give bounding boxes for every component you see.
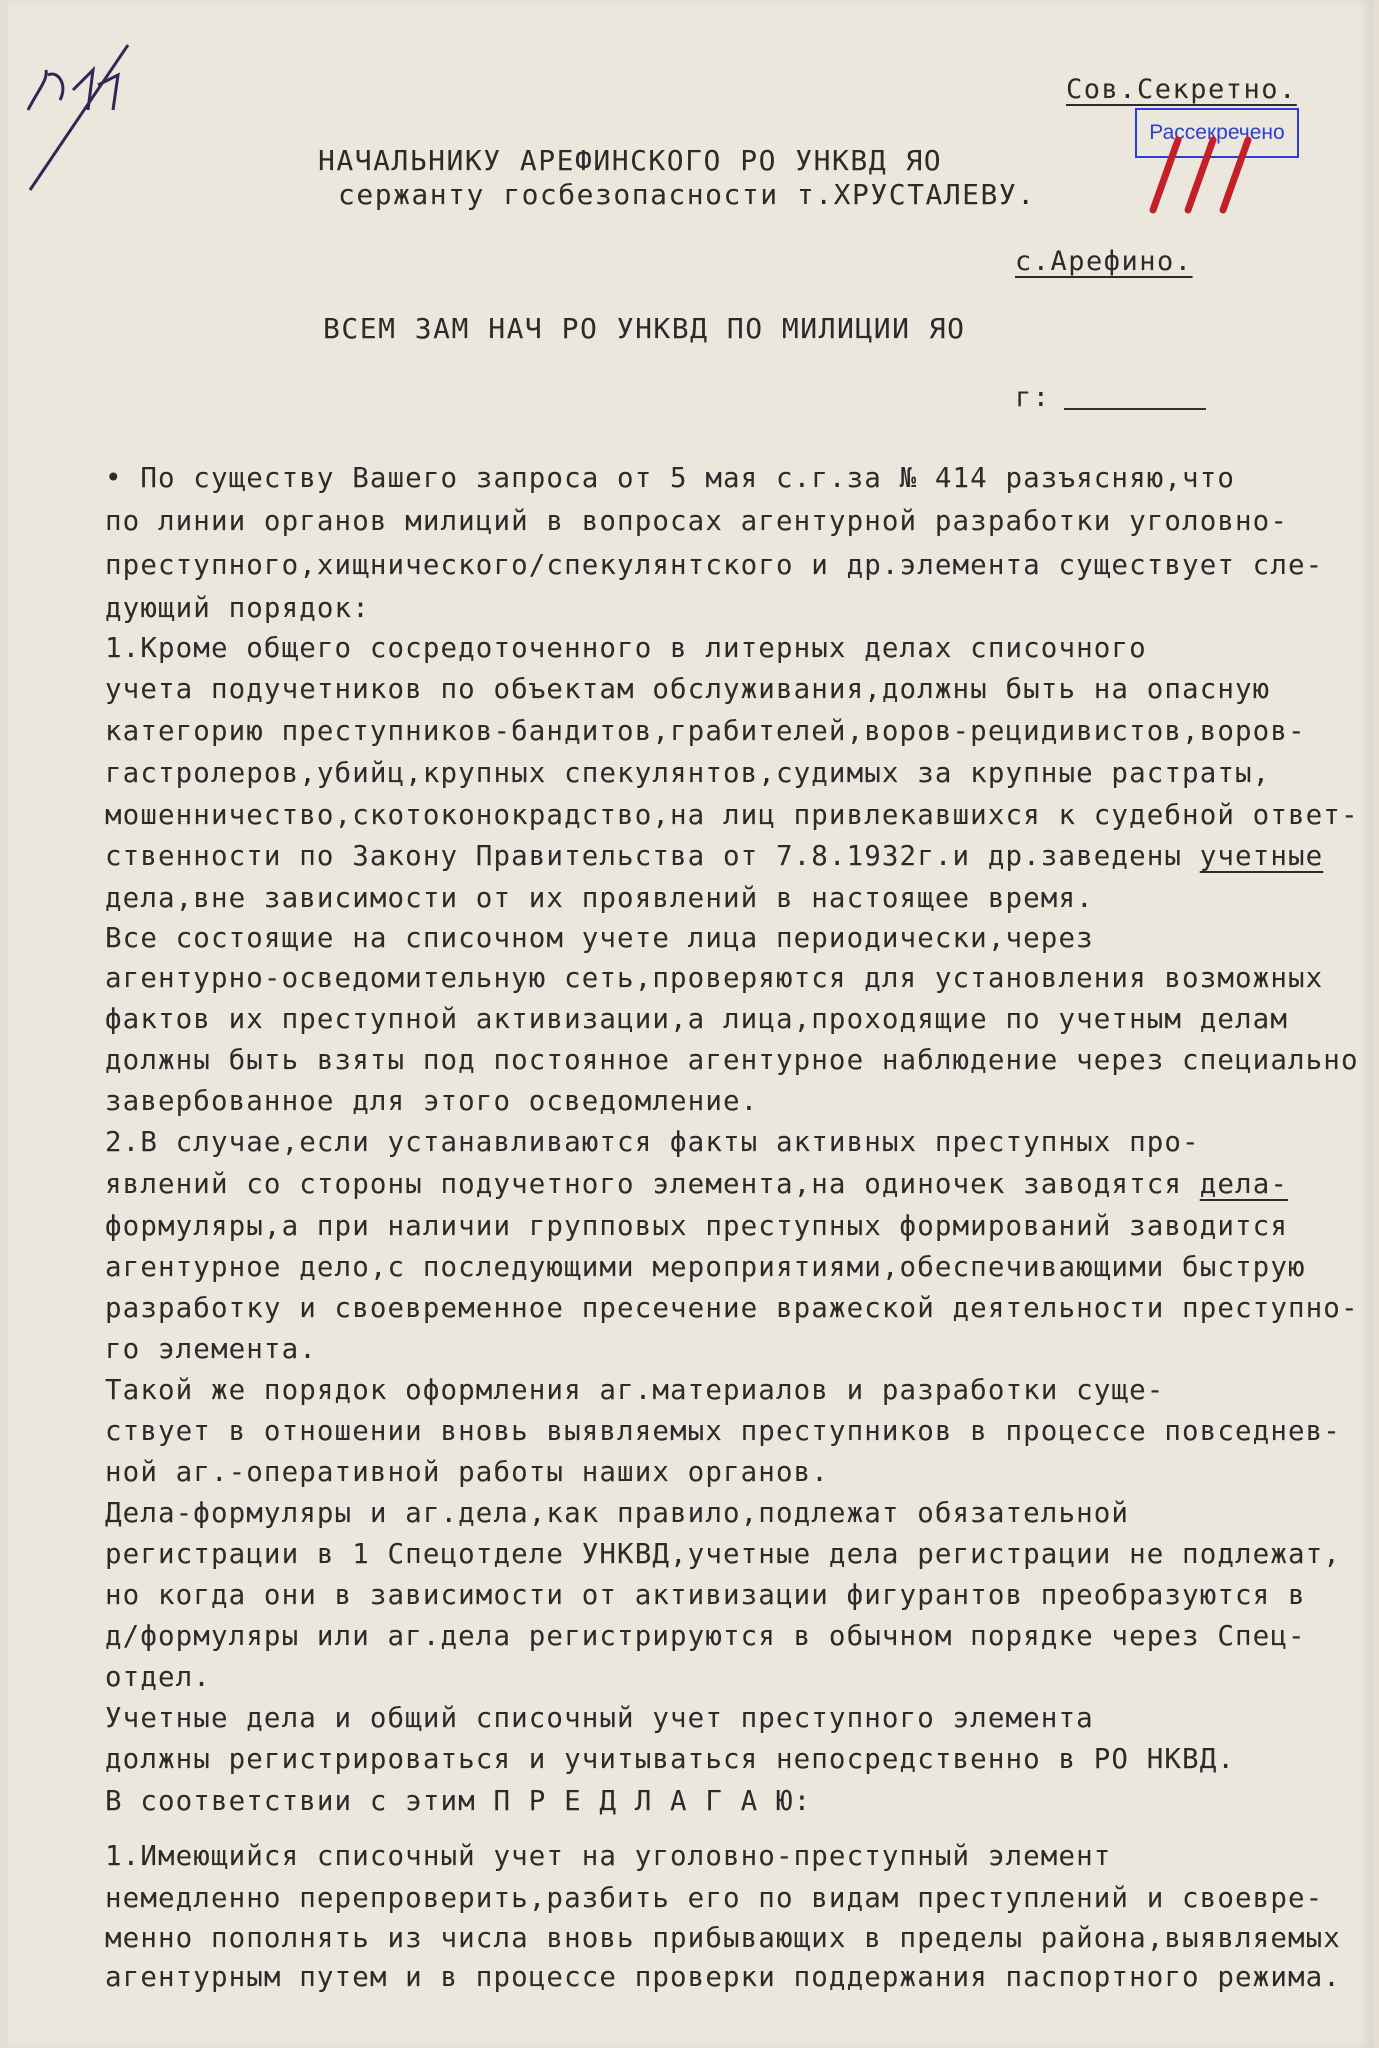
body-line: Учетные дела и общий списочный учет преступного элемента [105, 1702, 1094, 1734]
body-line: Такой же порядок оформления аг.материалов и разработки суще- [105, 1374, 1165, 1406]
body-line: ной аг.-оперативной работы наших органов. [105, 1456, 829, 1488]
body-line: агентурно-осведомительную сеть,проверяются для установления возможных [105, 962, 1324, 994]
classification-mark: Сов.Секретно. [1066, 74, 1297, 105]
body-line: д/формуляры или аг.дела регистрируются в обычном порядке через Спец- [105, 1620, 1306, 1652]
handwritten-note-icon [18, 30, 148, 200]
addressee-line-1: НАЧАЛЬНИКУ АРЕФИНСКОГО РО УНКВД ЯО [318, 144, 943, 177]
body-line: дела,вне зависимости от их проявлений в настоящее время. [105, 882, 1094, 914]
declassified-stamp: Рассекречено [1135, 108, 1299, 158]
body-line [105, 1168, 1288, 1200]
body-line: менно пополнять из числа вновь прибывающих в пределы района,выявляемых [105, 1922, 1341, 1954]
body-line: го элемента. [105, 1333, 317, 1365]
body-line: отдел. [105, 1661, 211, 1693]
city-label: г: [1015, 382, 1051, 413]
underlined-word: дела- [1199, 1168, 1289, 1200]
red-marks-icon [1133, 130, 1263, 220]
body-line: преступного,хищнического/спекулянтского и др.элемента существует сле- [105, 549, 1324, 581]
body-line: В соответствии с этим П Р Е Д Л А Г А Ю: [105, 1785, 812, 1817]
body-line: категорию преступников-бандитов,грабителей,воров-рецидивистов,воров- [105, 715, 1306, 747]
body-line: Дела-формуляры и аг.дела,как правило,подлежат обязательной [105, 1497, 1130, 1529]
body-line: Все состоящие на списочном учете лица периодически,через [105, 922, 1094, 954]
body-line: • По существу Вашего запроса от 5 мая с.г.за № 414 разъясняю,что [105, 462, 1236, 494]
body-line: 1.Имеющийся списочный учет на уголовно-преступный элемент [105, 1840, 1112, 1872]
body-line: агентурное дело,с последующими мероприятиями,обеспечивающими быструю [105, 1251, 1306, 1283]
body-line: 2.В случае,если устанавливаются факты активных преступных про- [105, 1126, 1200, 1158]
body-line: по линии органов милиций в вопросах агентурной разработки уголовно- [105, 505, 1288, 537]
body-line: учета подучетников по объектам обслуживания,должны быть на опасную [105, 673, 1271, 705]
body-line [105, 840, 1323, 872]
body-line: гастролеров,убийц,крупных спекулянтов,судимых за крупные растраты, [105, 757, 1271, 789]
addressee-line-2: сержанту госбезопасности т.ХРУСТАЛЕВУ. [338, 178, 1036, 211]
body-line: дующий порядок: [105, 592, 370, 624]
body-line: разработку и своевременное пресечение вражеской деятельности преступно- [105, 1292, 1359, 1324]
place-line: с.Арефино. [1015, 246, 1193, 277]
body-line: должны регистрироваться и учитываться непосредственно в РО НКВД. [105, 1743, 1236, 1775]
body-line-text: ственности по Закону Правительства от 7.8.1932г.и др.заведены [105, 840, 1183, 872]
document-page [8, 0, 1373, 2048]
body-line: фактов их преступной активизации,а лица,проходящие по учетным делам [105, 1003, 1288, 1035]
body-line: регистрации в 1 Спецотделе УНКВД,учетные дела регистрации не подлежат, [105, 1538, 1341, 1570]
body-line: формуляры,а при наличии групповых преступных формирований заводится [105, 1210, 1288, 1242]
body-line: немедленно перепроверить,разбить его по видам преступлений и своевре- [105, 1882, 1324, 1914]
body-line: должны быть взяты под постоянное агентурное наблюдение через специально [105, 1044, 1359, 1076]
copy-to-line: ВСЕМ ЗАМ НАЧ РО УНКВД ПО МИЛИЦИИ ЯО [323, 312, 966, 345]
body-line: 1.Кроме общего сосредоточенного в литерных делах списочного [105, 632, 1147, 664]
underlined-word: учетные [1199, 840, 1324, 872]
body-line: мошенничество,скотоконокрадство,на лиц привлекавшихся к судебной ответ- [105, 799, 1359, 831]
body-line: но когда они в зависимости от активизации фигурантов преобразуются в [105, 1579, 1306, 1611]
body-line: агентурным путем и в процессе проверки поддержания паспортного режима. [105, 1961, 1341, 1993]
body-line: ствует в отношении вновь выявляемых преступников в процессе повседнев- [105, 1415, 1341, 1447]
body-line: завербованное для этого осведомление. [105, 1085, 759, 1117]
body-line-text: явлений со стороны подучетного элемента,на одиночек заводятся [105, 1168, 1183, 1200]
city-blank-line [1064, 408, 1206, 410]
